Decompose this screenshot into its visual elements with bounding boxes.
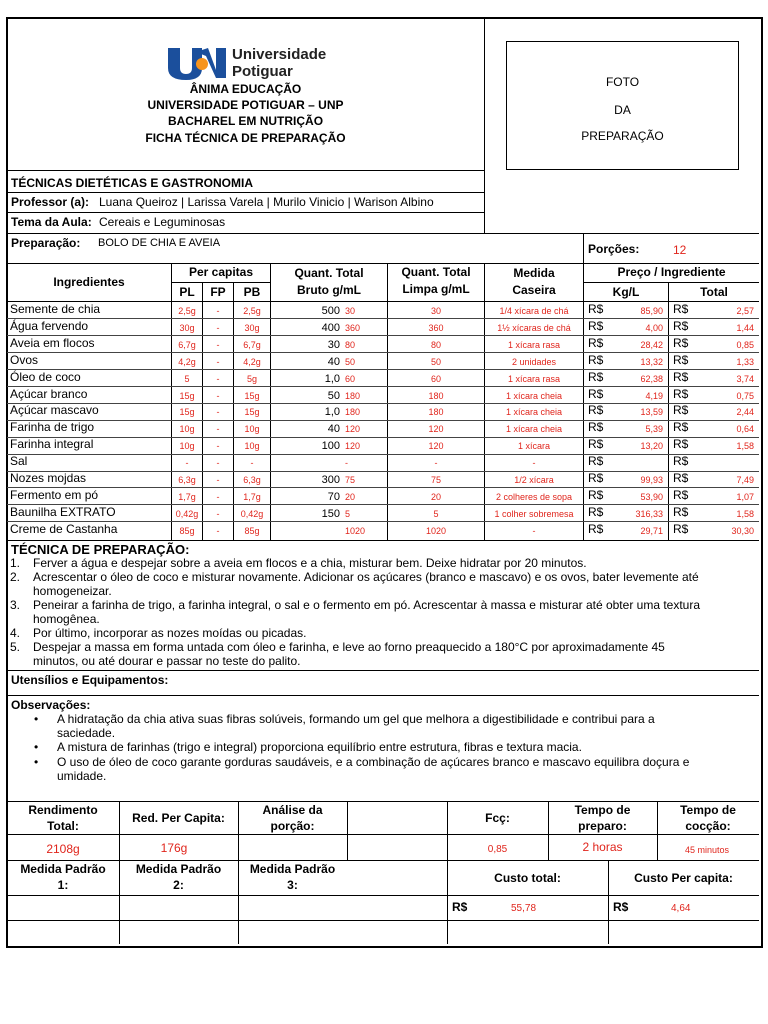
cell-pb: 30g [244, 322, 260, 333]
cell-kgl: 62,38 [640, 373, 663, 384]
tempo-preparo-label-1: Tempo de [574, 803, 631, 817]
cell-fp: - [216, 508, 220, 519]
cell-medida: 1 xícara rasa [507, 339, 561, 350]
cell-limpa: 120 [428, 424, 444, 435]
medida-padrao-2-l1: Medida Padrão [135, 862, 222, 876]
header-course: BACHAREL EM NUTRIÇÃO [167, 114, 324, 128]
photo-placeholder[interactable] [506, 41, 739, 170]
preparacao-label: Preparação: [11, 236, 81, 250]
currency-kgl: R$ [588, 437, 604, 452]
medida-padrao-1-l1: Medida Padrão [20, 862, 106, 876]
cell-bruto-red: 5 [345, 508, 351, 519]
cell-kgl: 316,33 [635, 508, 663, 519]
cell-bruto-black: 40 [327, 355, 340, 368]
cell-pb: - [250, 458, 254, 469]
cell-kgl: 85,90 [640, 306, 663, 316]
cell-name: Semente de chia [10, 302, 101, 316]
analise-label-2: porção: [270, 819, 315, 833]
cell-pl: 6,7g [178, 339, 196, 350]
cell-name: Sal [10, 454, 28, 469]
cell-pl: 15g [179, 390, 195, 401]
cell-pb: 85g [244, 525, 260, 536]
cell-pb: 15g [244, 390, 260, 401]
cell-limpa: 120 [428, 441, 444, 452]
cell-total: 30,30 [731, 525, 754, 536]
cell-limpa: 50 [430, 356, 441, 367]
cell-name: Baunilha EXTRATO [10, 504, 116, 519]
step-number: 5. [10, 640, 21, 654]
cell-fp: - [216, 356, 220, 367]
step-number: 3. [10, 598, 21, 612]
cell-bruto-black: 100 [321, 440, 340, 453]
cell-fp: - [216, 373, 220, 384]
cell-pb: 15g [244, 407, 260, 418]
col-pb: PB [243, 285, 261, 299]
logo-text-line1: Universidade [232, 46, 327, 63]
cell-bruto-black: 1,0 [324, 406, 340, 419]
currency-kgl: R$ [588, 318, 604, 333]
step-text-cont: homogeneizar. [33, 583, 112, 598]
cell-pb: 10g [244, 441, 260, 452]
step-number: 4. [10, 626, 21, 640]
cell-pl: 10g [179, 441, 195, 452]
rendimento-value: 2108g [46, 842, 80, 856]
cell-name: Creme de Castanha [10, 521, 118, 536]
step-text: Peneirar a farinha de trigo, a farinha integral, o sal e o fermento em pó. Acrescentar à massa e misturar até obter uma textura [33, 598, 701, 612]
currency-total: R$ [673, 318, 689, 333]
currency-total: R$ [673, 335, 689, 350]
cell-medida: 1 xícara cheia [505, 424, 563, 435]
cell-pl: 10g [179, 424, 195, 435]
cell-bruto-black: 300 [321, 474, 340, 486]
cell-bruto-red: 60 [345, 373, 356, 384]
porcoes-label: Porções: [588, 242, 640, 256]
cell-fp: - [216, 424, 220, 435]
cell-medida: 1½ xícaras de chá [497, 322, 571, 333]
cell-limpa: 20 [430, 491, 441, 502]
cell-fp: - [216, 339, 220, 350]
cell-medida: 1 xícara cheia [505, 390, 563, 401]
col-quant-limpa-2: Limpa g/mL [402, 282, 470, 296]
currency-kgl: R$ [588, 386, 604, 401]
cell-pb: 5g [246, 373, 257, 384]
cell-bruto-red: - [345, 458, 348, 469]
cell-kgl: 13,32 [640, 356, 663, 367]
cell-bruto-red: 50 [345, 356, 356, 367]
logo-text-line2: Potiguar [232, 63, 293, 80]
currency-kgl: R$ [588, 471, 604, 485]
cell-medida: 1 xícara cheia [505, 407, 563, 418]
professor-label: Professor (a): [11, 195, 90, 209]
analise-label-1: Análise da [262, 803, 323, 817]
currency-total: R$ [673, 352, 689, 367]
cell-kgl: 28,42 [640, 339, 663, 350]
cell-name: Água fervendo [10, 318, 89, 333]
cell-medida: 1 xícara [517, 441, 550, 452]
medida-padrao-3-l1: Medida Padrão [249, 862, 336, 876]
cell-name: Açúcar mascavo [10, 403, 99, 418]
tema-label: Tema da Aula: [11, 215, 92, 229]
observacao-text: A mistura de farinhas (trigo e integral) proporciona equilíbrio entre estrutura, fibras e textura macia. [57, 740, 582, 754]
professor-value: Luana Queiroz | Larissa Varela | Murilo Vinicio | Warison Albino [99, 195, 434, 209]
cell-fp: - [216, 390, 220, 401]
cell-bruto-red: 1020 [345, 525, 366, 536]
cell-total: 2,44 [736, 407, 754, 418]
col-pl: PL [179, 285, 195, 299]
rendimento-label-1: Rendimento [28, 803, 98, 817]
cell-medida: 1/2 xícara [514, 475, 554, 485]
currency-kgl: R$ [588, 403, 604, 418]
cell-fp: - [216, 525, 220, 536]
observacao-text: A hidratação da chia ativa suas fibras solúveis, formando um gel que melhora a digestibilidade e contribui para a [57, 712, 655, 726]
observacao-text-cont: umidade. [57, 768, 107, 783]
currency-total: R$ [673, 403, 689, 418]
cell-name: Nozes mojdas [10, 471, 87, 485]
cell-kgl: 13,59 [640, 407, 663, 418]
currency-total: R$ [673, 504, 689, 519]
cell-pl: 1,7g [178, 491, 196, 502]
custo-per-capita-label: Custo Per capita: [634, 871, 733, 885]
cell-kgl: 4,19 [645, 390, 663, 401]
cell-pb: 10g [244, 424, 260, 435]
cell-pb: 0,42g [240, 508, 264, 519]
cell-name: Açúcar branco [10, 386, 88, 401]
col-fp: FP [210, 285, 226, 299]
cell-bruto-red: 180 [345, 407, 361, 418]
cell-pb: 6,3g [243, 475, 261, 485]
cell-total: 1,33 [736, 356, 754, 367]
cell-pl: 6,3g [178, 475, 196, 485]
cell-limpa: 5 [433, 508, 439, 519]
cell-name: Farinha de trigo [10, 420, 95, 435]
cell-pl: - [185, 458, 189, 469]
cell-limpa: - [434, 458, 438, 469]
cell-total: 7,49 [736, 475, 754, 485]
step-text: Acrescentar o óleo de coco e misturar novamente. Adicionar os açúcares (branco e mascavo) e os ovos, bater levemente até [33, 570, 699, 584]
cell-name: Aveia em flocos [10, 335, 95, 350]
tema-value: Cereais e Leguminosas [99, 215, 226, 229]
tempo-preparo-value: 2 horas [582, 840, 623, 854]
currency-kgl: R$ [588, 369, 604, 384]
cell-total: 3,74 [736, 373, 754, 384]
cell-limpa: 360 [428, 322, 444, 333]
col-kgl: Kg/L [612, 285, 640, 299]
tecnica-title: TÉCNICA DE PREPARAÇÃO: [11, 542, 190, 557]
cell-limpa: 1020 [425, 525, 447, 536]
cell-limpa: 180 [428, 390, 444, 401]
cell-medida: 2 unidades [511, 356, 557, 367]
currency-kgl: R$ [588, 454, 604, 469]
cell-pb: 4,2g [243, 356, 261, 367]
preparacao-value: BOLO DE CHIA E AVEIA [98, 237, 221, 249]
cell-bruto-black: 40 [327, 423, 340, 436]
col-per-capitas: Per capitas [188, 265, 254, 279]
cell-fp: - [216, 491, 220, 502]
tempo-coccao-value: 45 minutos [684, 845, 730, 855]
cell-fp: - [216, 441, 220, 452]
observacoes-title: Observações: [11, 698, 91, 712]
medida-padrao-3-l2: 3: [287, 878, 298, 892]
currency-total: R$ [673, 420, 689, 435]
cell-medida: 1/4 xícara de chá [499, 306, 569, 316]
col-quant-bruto-1: Quant. Total [294, 266, 364, 280]
cell-pl: 4,2g [178, 356, 196, 367]
step-text-cont: minutos, ou até dourar e passar no teste do palito. [33, 653, 301, 668]
cell-total: 1,44 [736, 322, 754, 333]
header-anima: ÂNIMA EDUCAÇÃO [189, 82, 302, 96]
cell-total: 2,57 [736, 306, 754, 316]
cell-pl: 15g [179, 407, 195, 418]
currency-total: R$ [673, 369, 689, 384]
step-text: Despejar a massa em forma untada com óleo e farinha, e leve ao forno preaquecido a 180°C por aproximadamente 45 [33, 640, 665, 654]
bullet-icon: • [34, 740, 39, 754]
currency-kgl: R$ [588, 487, 604, 502]
currency-total: R$ [673, 521, 689, 536]
currency-kgl: R$ [588, 504, 604, 519]
step-text-cont: homogênea. [33, 611, 100, 626]
cell-medida: 1 colher sobremesa [494, 508, 574, 519]
cell-fp: - [216, 475, 220, 485]
cell-limpa: 30 [430, 306, 441, 316]
cell-fp: - [216, 322, 220, 333]
fcc-value: 0,85 [487, 844, 508, 855]
cell-name: Fermento em pó [10, 487, 99, 502]
cell-fp: - [216, 407, 220, 418]
bullet-icon: • [34, 712, 39, 726]
porcoes-value: 12 [673, 243, 687, 257]
col-preco: Preço / Ingrediente [617, 265, 726, 279]
course-title: TÉCNICAS DIETÉTICAS E GASTRONOMIA [11, 176, 254, 190]
cell-kgl: 5,39 [645, 424, 663, 435]
cell-kgl: 29,71 [640, 525, 663, 536]
custo-total-label: Custo total: [494, 871, 561, 885]
cell-medida: - [532, 458, 536, 469]
cell-pl: 30g [179, 322, 195, 333]
step-number: 2. [10, 570, 21, 584]
cell-bruto-black: 70 [327, 490, 340, 503]
fcc-label: Fcç: [485, 811, 510, 825]
custo-total-value: 55,78 [511, 903, 537, 914]
cell-bruto-red: 20 [345, 491, 356, 502]
step-text: Por último, incorporar as nozes moídas ou picadas. [33, 626, 307, 640]
cell-total: 0,85 [736, 339, 754, 350]
col-total: Total [700, 285, 728, 299]
cell-total: 1,58 [736, 441, 754, 452]
utensilios-label: Utensílios e Equipamentos: [11, 673, 169, 687]
cell-bruto-black: 400 [321, 321, 340, 334]
rendimento-label-2: Total: [47, 819, 79, 833]
unp-logo-mark-icon [166, 46, 228, 80]
cell-pb: 6,7g [243, 339, 261, 350]
cell-limpa: 75 [430, 475, 441, 485]
cell-pb: 2,5g [243, 306, 261, 316]
cell-bruto-red: 120 [345, 441, 361, 452]
photo-line1: FOTO [605, 75, 640, 89]
cell-bruto-red: 120 [345, 424, 361, 435]
currency-total: R$ [673, 487, 689, 502]
col-medida-1: Medida [513, 266, 555, 280]
cell-medida: - [532, 525, 536, 536]
cell-pl: 5 [184, 373, 190, 384]
cell-bruto-red: 360 [345, 322, 361, 333]
custo-per-capita-currency: R$ [613, 900, 629, 914]
cell-fp: - [216, 306, 220, 316]
cell-kgl: 53,90 [640, 491, 663, 502]
photo-line2: DA [614, 103, 631, 117]
cell-kgl: 99,93 [640, 475, 663, 485]
cell-fp: - [216, 458, 220, 469]
tempo-coccao-label-1: Tempo de [680, 803, 736, 817]
tempo-coccao-label-2: cocção: [685, 819, 731, 833]
cell-kgl: 13,20 [640, 441, 663, 452]
cell-limpa: 60 [430, 373, 441, 384]
cell-bruto-black: 500 [321, 305, 340, 317]
currency-kgl: R$ [588, 420, 604, 435]
currency-total: R$ [673, 437, 689, 452]
photo-line3: PREPARAÇÃO [581, 129, 664, 143]
cell-bruto-black: 30 [327, 338, 340, 351]
cell-bruto-red: 180 [345, 390, 361, 401]
cell-pl: 2,5g [178, 306, 196, 316]
cell-kgl: 4,00 [645, 322, 663, 333]
col-ingredientes: Ingredientes [53, 275, 125, 289]
header-doc-title: FICHA TÉCNICA DE PREPARAÇÃO [145, 131, 346, 145]
bullet-icon: • [34, 755, 39, 769]
cell-bruto-black: 1,0 [324, 372, 340, 385]
cell-bruto-black: 50 [327, 389, 340, 402]
step-text: Ferver a água e despejar sobre a aveia em flocos e a chia, misturar bem. Deixe hidratar por 20 minutos. [33, 556, 587, 570]
col-medida-2: Caseira [512, 283, 556, 297]
cell-total: 1,07 [736, 491, 754, 502]
currency-total: R$ [673, 302, 689, 316]
currency-total: R$ [673, 471, 689, 485]
custo-per-capita-value: 4,64 [671, 903, 691, 914]
cell-bruto-red: 30 [345, 306, 356, 316]
step-number: 1. [10, 556, 21, 570]
cell-total: 1,58 [736, 508, 754, 519]
observacao-text: O uso de óleo de coco garante gorduras saudáveis, e a combinação de açúcares branco e mascavo equilibra doçura e [57, 755, 690, 769]
cell-name: Ovos [10, 352, 39, 367]
unp-logo [166, 46, 326, 82]
currency-kgl: R$ [588, 352, 604, 367]
cell-limpa: 180 [428, 407, 444, 418]
observacao-text-cont: saciedade. [57, 725, 116, 740]
cell-bruto-black: 150 [321, 507, 340, 520]
cell-medida: 1 xícara rasa [507, 373, 561, 384]
cell-total: 0,75 [736, 390, 754, 401]
cell-bruto-red: 80 [345, 339, 356, 350]
cell-pb: 1,7g [243, 491, 261, 502]
header-university: UNIVERSIDADE POTIGUAR – UNP [147, 98, 344, 112]
red-per-capita-label: Red. Per Capita: [132, 811, 225, 825]
currency-kgl: R$ [588, 521, 604, 536]
currency-kgl: R$ [588, 302, 604, 316]
custo-total-currency: R$ [452, 900, 468, 914]
currency-total: R$ [673, 386, 689, 401]
cell-total: 0,64 [736, 424, 754, 435]
medida-padrao-2-l2: 2: [173, 878, 184, 892]
cell-medida: 2 colheres de sopa [495, 491, 573, 502]
cell-pl: 85g [179, 525, 195, 536]
cell-limpa: 80 [430, 339, 441, 350]
cell-bruto-red: 75 [345, 475, 356, 485]
red-per-capita-value: 176g [160, 841, 188, 855]
currency-total: R$ [673, 454, 689, 469]
tempo-preparo-label-2: preparo: [578, 819, 627, 833]
medida-padrao-1-l2: 1: [57, 878, 69, 892]
cell-pl: 0,42g [175, 508, 199, 519]
col-quant-limpa-1: Quant. Total [401, 265, 471, 279]
currency-kgl: R$ [588, 335, 604, 350]
cell-name: Farinha integral [10, 437, 94, 452]
cell-name: Óleo de coco [10, 369, 81, 384]
col-quant-bruto-2: Bruto g/mL [297, 283, 361, 297]
